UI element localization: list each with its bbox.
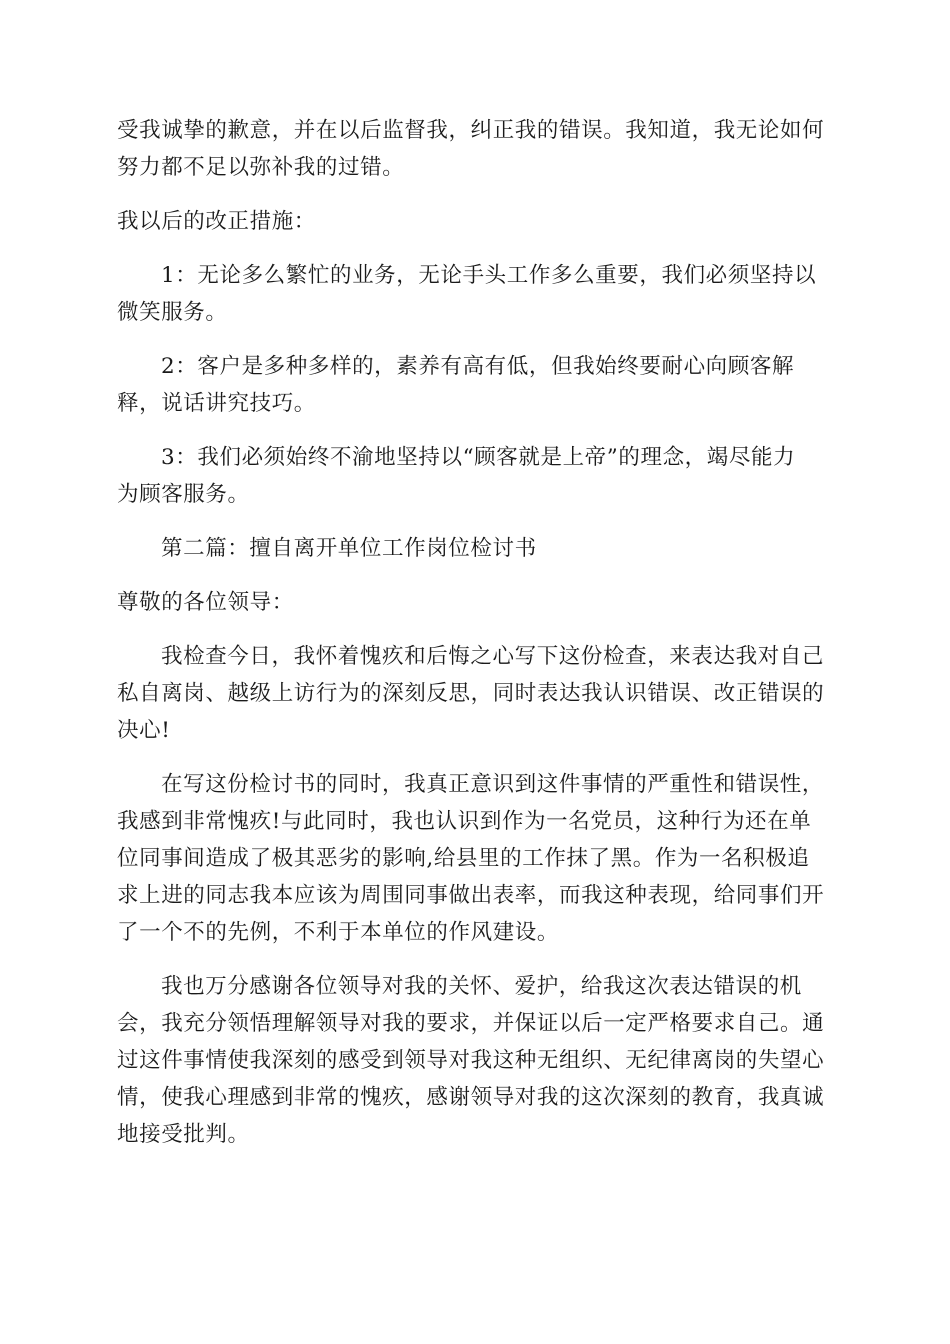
paragraph-gratitude (117, 968, 837, 1153)
paragraph-measure-3 (117, 439, 837, 513)
text-line: 受我诚挚的歉意，并在以后监督我，纠正我的错误。我知道，我无论如何 (117, 118, 825, 143)
section-title (117, 530, 837, 567)
salutation (117, 584, 837, 621)
text-line: 微笑服务。 (117, 300, 228, 325)
document-body (117, 112, 837, 1153)
paragraph-measure-2 (117, 348, 837, 422)
text-line: 了一个不的先例，不利于本单位的作风建设。 (117, 920, 560, 945)
paragraph-reflection (117, 638, 837, 749)
text-line: 2：客户是多种多样的，素养有高有低，但我始终要耐心向顾客解 (161, 354, 795, 379)
text-line: 第二篇：擅自离开单位工作岗位检讨书 (161, 536, 537, 561)
text-line: 私自离岗、越级上访行为的深刻反思，同时表达我认识错误、改正错误的 (117, 681, 825, 706)
text-line: 我感到非常愧疚!与此同时，我也认识到作为一名党员，这种行为还在单 (117, 809, 812, 834)
paragraph-realization (117, 766, 837, 951)
text-line: 在写这份检讨书的同时，我真正意识到这件事情的严重性和错误性， (161, 772, 825, 797)
text-line: 我以后的改正措施： (117, 209, 316, 234)
text-line: 为顾客服务。 (117, 482, 250, 507)
text-line: 1：无论多么繁忙的业务，无论手头工作多么重要，我们必须坚持以 (161, 263, 817, 288)
text-line: 释，说话讲究技巧。 (117, 391, 316, 416)
text-line: 努力都不足以弥补我的过错。 (117, 155, 405, 180)
text-line: 位同事间造成了极其恶劣的影响,给县里的工作抹了黑。作为一名积极追 (117, 846, 810, 871)
text-line: 我也万分感谢各位领导对我的关怀、爱护，给我这次表达错误的机 (161, 974, 802, 999)
paragraph-measures-heading (117, 203, 837, 240)
text-line: 我检查今日，我怀着愧疚和后悔之心写下这份检查，来表达我对自己 (161, 644, 825, 669)
text-line: 3：我们必须始终不渝地坚持以“顾客就是上帝”的理念，竭尽能力 (161, 445, 796, 470)
text-line: 决心! (117, 718, 171, 743)
text-line: 会，我充分领悟理解领导对我的要求，并保证以后一定严格要求自己。通 (117, 1011, 825, 1036)
text-line: 情，使我心理感到非常的愧疚，感谢领导对我的这次深刻的教育，我真诚 (117, 1085, 825, 1110)
text-line: 过这件事情使我深刻的感受到领导对我这种无组织、无纪律离岗的失望心 (117, 1048, 825, 1073)
text-line: 求上进的同志我本应该为周围同事做出表率，而我这种表现，给同事们开 (117, 883, 825, 908)
paragraph-apology-end (117, 112, 837, 186)
text-line: 尊敬的各位领导： (117, 590, 294, 615)
paragraph-measure-1 (117, 257, 837, 331)
text-line: 地接受批判。 (117, 1122, 250, 1147)
